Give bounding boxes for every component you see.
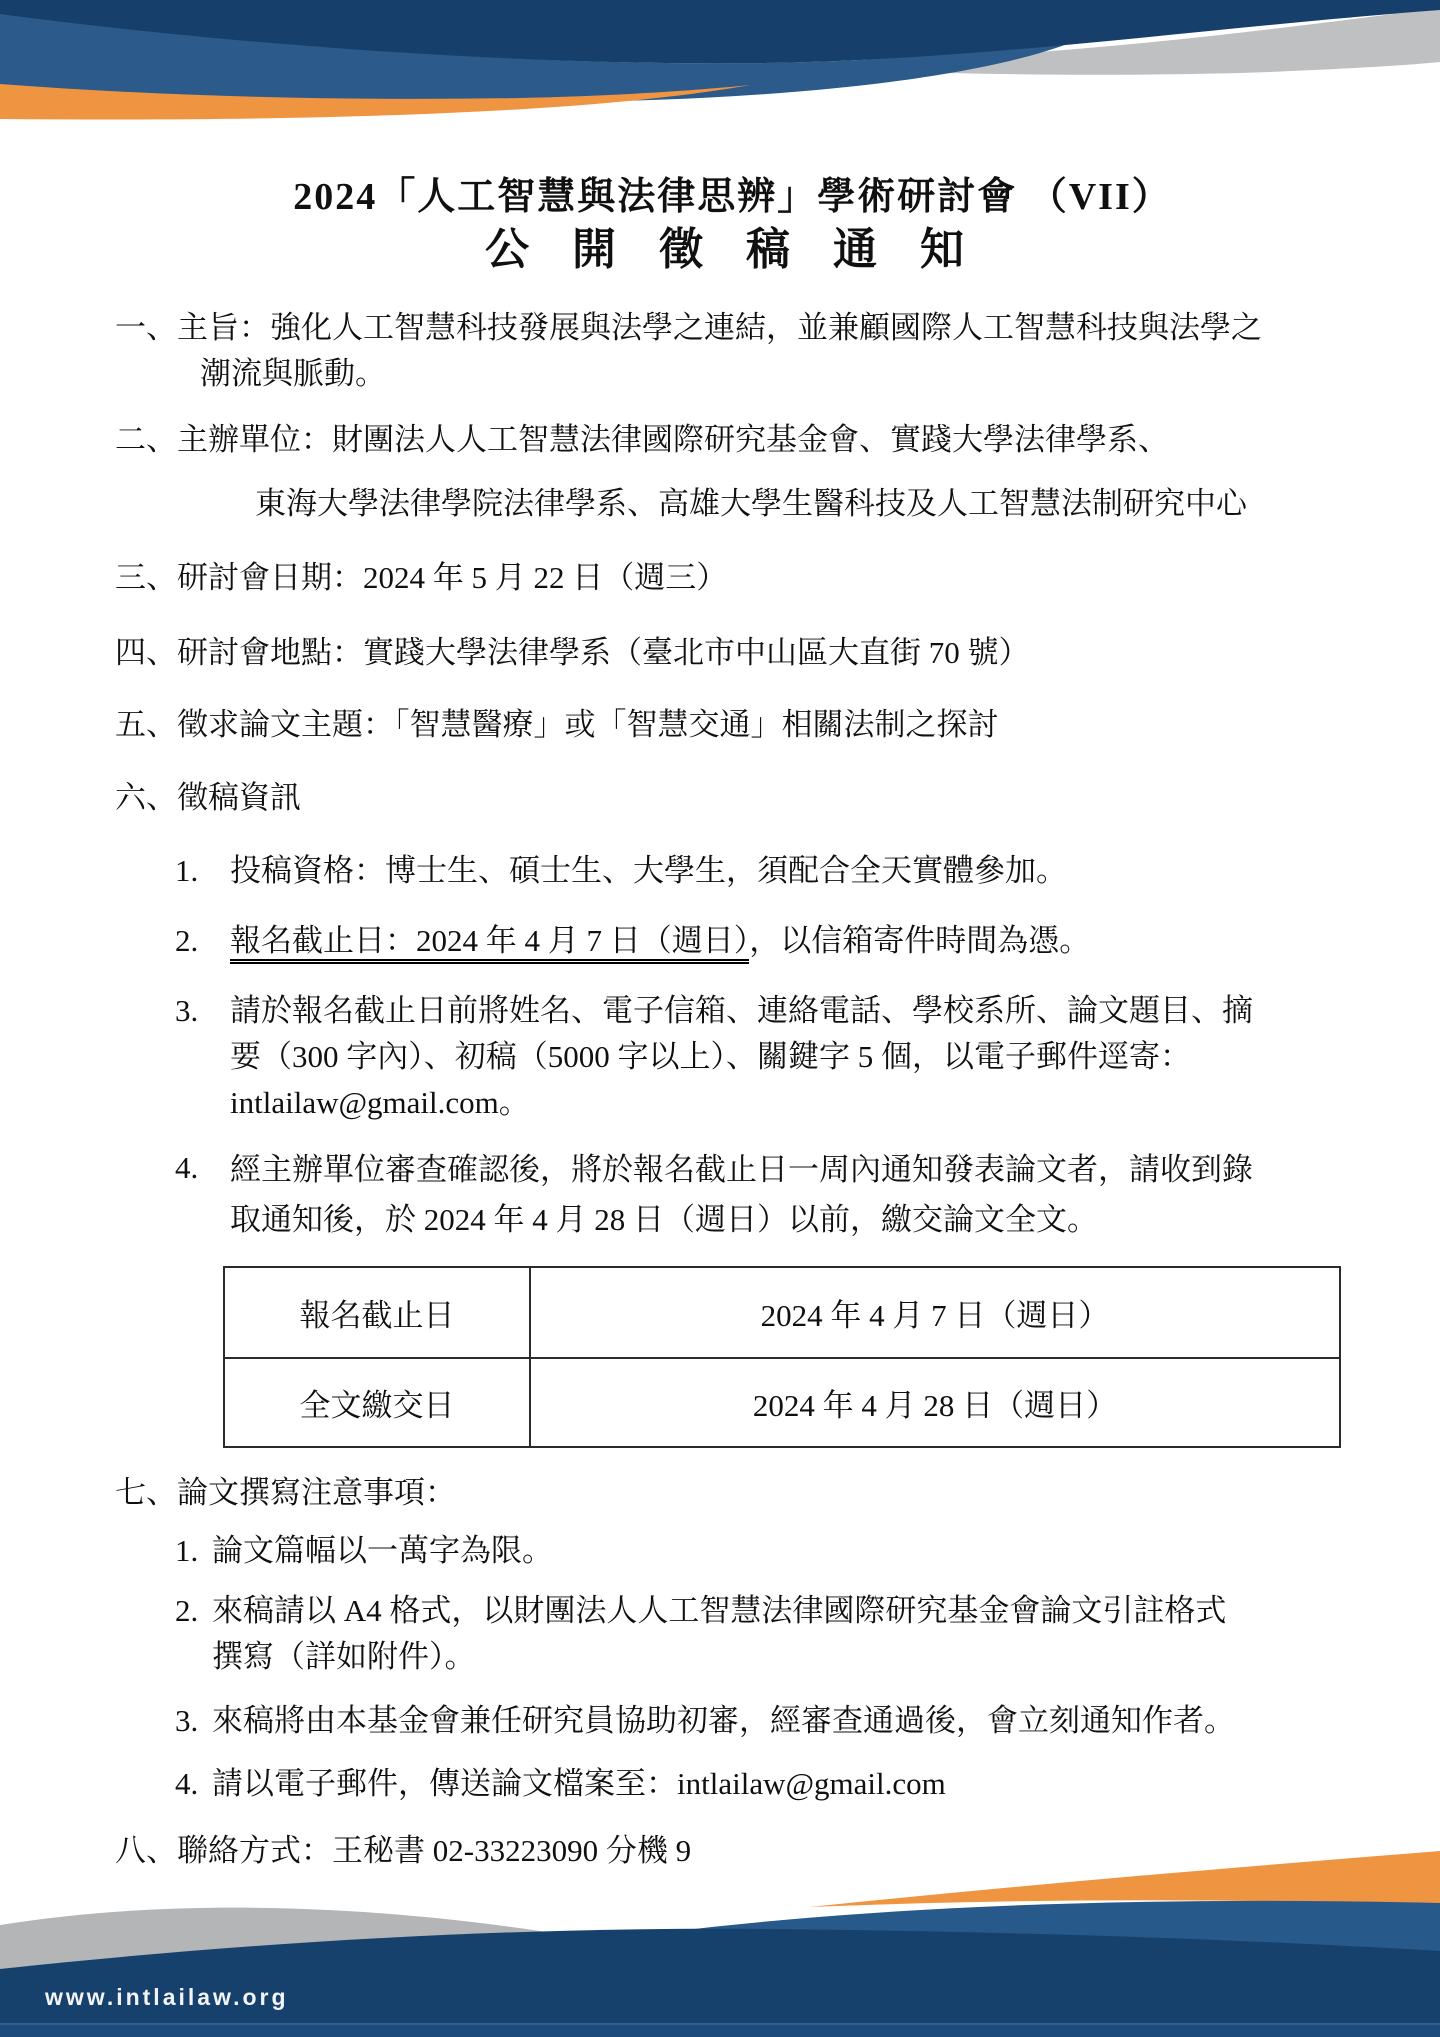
section-cfp-heading: 六、徵稿資訊 [115, 780, 301, 815]
footer-orange-wave [810, 1851, 1440, 1907]
writing-note-review-text: 來稿將由本基金會兼任研究員協助初審，經審查通過後，會立刻通知作者。 [212, 1703, 1235, 1738]
footer-website-url: www.intlailaw.org [45, 1984, 289, 2010]
list-number: 1. [175, 853, 199, 888]
table-cell-label: 全文繳交日 [224, 1358, 530, 1447]
section-venue: 四、研討會地點：實踐大學法律學系（臺北市中山區大直街 70 號） [115, 635, 1030, 670]
list-number: 2. [175, 923, 199, 958]
cfp-item-submission-line2: 要（300 字內）、初稿（5000 字以上）、關鍵字 5 個，以電子郵件逕寄： [230, 1039, 1191, 1074]
writing-note-review [175, 1698, 1350, 1744]
page-title: 2024「人工智慧與法律思辨」學術研討會 （VII） [293, 176, 1172, 218]
footer-seam-line [0, 2023, 1440, 2025]
list-number: 3. [175, 1703, 199, 1738]
table-cell-value: 2024 年 4 月 7 日（週日） [530, 1267, 1340, 1358]
table-cell-label: 報名截止日 [224, 1267, 530, 1358]
page-subtitle: 公 開 徵 稿 通 知 [485, 225, 980, 274]
cfp-item-submission-text [230, 988, 1253, 1126]
section-purpose-line1: 一、主旨：強化人工智慧科技發展與法學之連結，並兼顧國際人工智慧科技與法學之 [115, 310, 1262, 345]
cfp-item-notification-line1: 經主辦單位審查確認後，將於報名截止日一周內通知發表論文者，請收到錄 [230, 1152, 1253, 1187]
footer-bottom-strip [0, 2025, 1440, 2037]
writing-note-length [175, 1528, 1350, 1574]
writing-note-format-line1: 來稿請以 A4 格式，以財團法人人工智慧法律國際研究基金會論文引註格式 [212, 1593, 1227, 1628]
section-purpose [115, 305, 1350, 397]
document-content [0, 173, 1440, 1874]
list-number: 4. [175, 1150, 199, 1185]
cfp-item-notification-line2: 取通知後，於 2024 年 4 月 28 日（週日）以前，繳交論文全文。 [230, 1202, 1098, 1237]
cfp-item-notification [175, 1145, 1350, 1245]
section-topics: 五、徵求論文主題：「智慧醫療」或「智慧交通」相關法制之探討 [115, 707, 999, 742]
writing-note-email-text: 請以電子郵件，傳送論文檔案至：intlailaw@gmail.com [212, 1766, 946, 1801]
cfp-item-submission-line1: 請於報名截止日前將姓名、電子信箱、連絡電話、學校系所、論文題目、摘 [230, 993, 1253, 1028]
writing-note-format [175, 1588, 1350, 1680]
writing-note-format-text [212, 1588, 1226, 1680]
cfp-item-eligibility [175, 848, 1350, 894]
cfp-item-eligibility-text: 投稿資格：博士生、碩士生、大學生，須配合全天實體參加。 [230, 853, 1067, 888]
section-purpose-line2: 潮流與脈動。 [200, 356, 386, 391]
section-organizers [115, 417, 1350, 527]
decorative-header-wave [0, 0, 1440, 135]
cfp-item-submission [175, 988, 1350, 1126]
section-organizers-line2: 東海大學法律學院法律學系、高雄大學生醫科技及人工智慧法制研究中心 [255, 486, 1247, 521]
cfp-item-notification-text [230, 1145, 1253, 1245]
section-date: 三、研討會日期：2024 年 5 月 22 日（週三） [115, 560, 728, 595]
cfp-item-deadline [175, 918, 1350, 964]
list-number: 2. [175, 1593, 199, 1628]
section-writing-notes-heading: 七、論文撰寫注意事項： [115, 1475, 456, 1510]
section-contact: 八、聯絡方式：王秘書 02-33223090 分機 9 [115, 1833, 692, 1868]
table-cell-value: 2024 年 4 月 28 日（週日） [530, 1358, 1340, 1447]
list-number: 4. [175, 1766, 199, 1801]
writing-note-email [175, 1761, 1350, 1807]
writing-note-format-line2: 撰寫（詳如附件）。 [212, 1639, 476, 1674]
deadline-table [223, 1266, 1341, 1448]
writing-note-length-text: 論文篇幅以一萬字為限。 [212, 1533, 553, 1568]
section-organizers-line1: 二、主辦單位：財團法人人工智慧法律國際研究基金會、實踐大學法律學系、 [115, 422, 1169, 457]
submission-email: intlailaw@gmail.com。 [230, 1085, 530, 1120]
table-row [224, 1358, 1340, 1447]
table-row [224, 1267, 1340, 1358]
list-number: 3. [175, 993, 199, 1028]
cfp-item-deadline-text [230, 918, 1090, 964]
deadline-rest-text: ，以信箱寄件時間為憑。 [749, 923, 1091, 958]
deadline-underlined-text: 報名截止日：2024 年 4 月 7 日（週日） [230, 923, 749, 964]
list-number: 1. [175, 1533, 199, 1568]
